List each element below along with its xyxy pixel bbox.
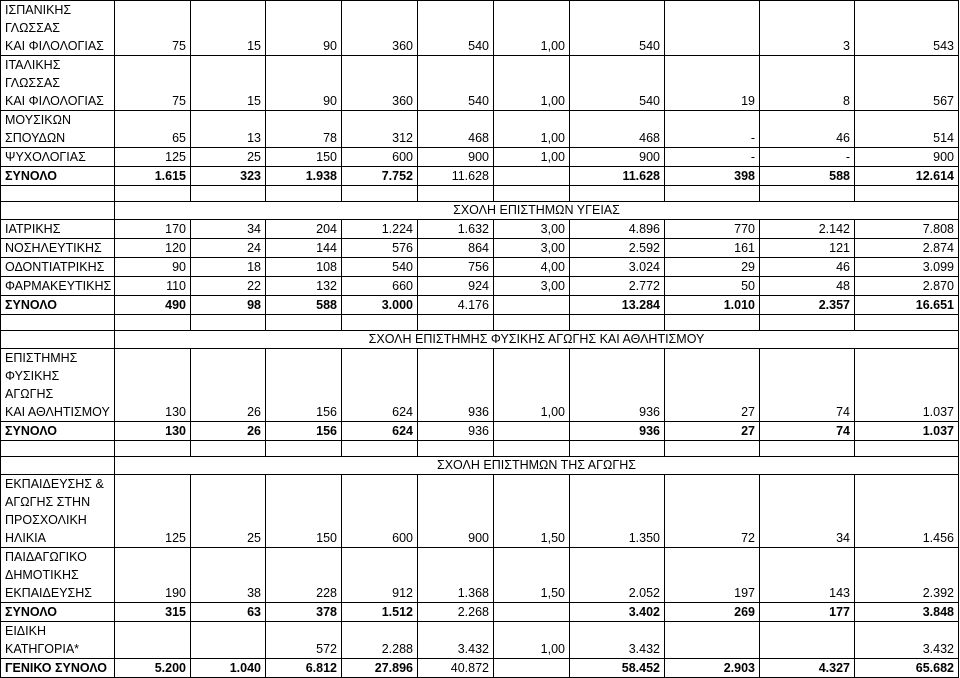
value-cell: 1.040 bbox=[191, 659, 266, 678]
value-cell: 161 bbox=[665, 239, 760, 258]
value-cell: 156 bbox=[266, 422, 342, 441]
empty-cell bbox=[1, 331, 115, 349]
value-cell: 600 bbox=[342, 148, 418, 167]
value-cell: 63 bbox=[191, 603, 266, 622]
value-cell bbox=[494, 603, 570, 622]
value-cell: 900 bbox=[570, 148, 665, 167]
value-cell: 936 bbox=[418, 349, 494, 422]
empty-cell bbox=[342, 441, 418, 457]
value-cell bbox=[494, 167, 570, 186]
value-cell bbox=[760, 622, 855, 659]
value-cell: 398 bbox=[665, 167, 760, 186]
value-cell: 58.452 bbox=[570, 659, 665, 678]
section-header-row bbox=[1, 202, 959, 220]
empty-cell bbox=[342, 186, 418, 202]
empty-cell bbox=[760, 186, 855, 202]
table-row bbox=[1, 56, 959, 111]
value-cell: 11.628 bbox=[418, 167, 494, 186]
value-cell: 864 bbox=[418, 239, 494, 258]
value-cell: 2.870 bbox=[855, 277, 959, 296]
value-cell: 312 bbox=[342, 111, 418, 148]
value-cell: 900 bbox=[855, 148, 959, 167]
value-cell: 2.288 bbox=[342, 622, 418, 659]
value-cell: 1.456 bbox=[855, 475, 959, 548]
empty-cell bbox=[1, 315, 115, 331]
value-cell: 34 bbox=[191, 220, 266, 239]
empty-cell bbox=[570, 441, 665, 457]
empty-cell bbox=[191, 315, 266, 331]
row-label: ΣΥΝΟΛΟ bbox=[1, 603, 115, 622]
spacer-row bbox=[1, 441, 959, 457]
value-cell: 3,00 bbox=[494, 220, 570, 239]
value-cell: 1,00 bbox=[494, 349, 570, 422]
table-row bbox=[1, 111, 959, 148]
value-cell: 3.099 bbox=[855, 258, 959, 277]
value-cell: 34 bbox=[760, 475, 855, 548]
value-cell: 65.682 bbox=[855, 659, 959, 678]
table-row bbox=[1, 277, 959, 296]
value-cell: 2.903 bbox=[665, 659, 760, 678]
value-cell: 3.000 bbox=[342, 296, 418, 315]
value-cell: 514 bbox=[855, 111, 959, 148]
value-cell: - bbox=[665, 111, 760, 148]
value-cell: 130 bbox=[115, 422, 191, 441]
value-cell: 936 bbox=[570, 349, 665, 422]
spacer-row bbox=[1, 315, 959, 331]
value-cell: 624 bbox=[342, 349, 418, 422]
empty-cell bbox=[115, 315, 191, 331]
empty-cell bbox=[494, 315, 570, 331]
value-cell: 3.402 bbox=[570, 603, 665, 622]
total-row bbox=[1, 296, 959, 315]
empty-cell bbox=[115, 186, 191, 202]
value-cell: 46 bbox=[760, 258, 855, 277]
value-cell: 3,00 bbox=[494, 277, 570, 296]
row-label: ΣΥΝΟΛΟ bbox=[1, 167, 115, 186]
value-cell bbox=[665, 1, 760, 56]
value-cell: 1,50 bbox=[494, 475, 570, 548]
value-cell: 13.284 bbox=[570, 296, 665, 315]
empty-cell bbox=[191, 441, 266, 457]
value-cell: 572 bbox=[266, 622, 342, 659]
value-cell bbox=[494, 659, 570, 678]
empty-cell bbox=[1, 457, 115, 475]
value-cell: 204 bbox=[266, 220, 342, 239]
value-cell: 25 bbox=[191, 475, 266, 548]
value-cell: 567 bbox=[855, 56, 959, 111]
value-cell: 24 bbox=[191, 239, 266, 258]
row-label: ΙΤΑΛΙΚΗΣ ΓΛΩΣΣΑΣ ΚΑΙ ΦΙΛΟΛΟΓΙΑΣ bbox=[1, 56, 115, 111]
value-cell: 468 bbox=[418, 111, 494, 148]
value-cell: 1,00 bbox=[494, 111, 570, 148]
row-label: ΕΚΠΑΙΔΕΥΣΗΣ & ΑΓΩΓΗΣ ΣΤΗΝ ΠΡΟΣΧΟΛΙΚΗ ΗΛΙΚΙΑ bbox=[1, 475, 115, 548]
value-cell: 120 bbox=[115, 239, 191, 258]
empty-cell bbox=[1, 441, 115, 457]
value-cell: 4.896 bbox=[570, 220, 665, 239]
value-cell: 48 bbox=[760, 277, 855, 296]
value-cell: 190 bbox=[115, 548, 191, 603]
value-cell: 25 bbox=[191, 148, 266, 167]
value-cell: 360 bbox=[342, 1, 418, 56]
value-cell: 1,00 bbox=[494, 1, 570, 56]
value-cell: 2.772 bbox=[570, 277, 665, 296]
value-cell: 90 bbox=[115, 258, 191, 277]
value-cell: 3.024 bbox=[570, 258, 665, 277]
value-cell: 22 bbox=[191, 277, 266, 296]
value-cell: 121 bbox=[760, 239, 855, 258]
table-body bbox=[1, 1, 959, 678]
empty-cell bbox=[665, 315, 760, 331]
value-cell: 197 bbox=[665, 548, 760, 603]
value-cell: 7.752 bbox=[342, 167, 418, 186]
value-cell: 90 bbox=[266, 1, 342, 56]
value-cell: 540 bbox=[570, 1, 665, 56]
value-cell: 125 bbox=[115, 148, 191, 167]
value-cell: 2.392 bbox=[855, 548, 959, 603]
value-cell: 1,00 bbox=[494, 148, 570, 167]
value-cell: 98 bbox=[191, 296, 266, 315]
value-cell: 50 bbox=[665, 277, 760, 296]
value-cell: - bbox=[665, 148, 760, 167]
value-cell: 3.432 bbox=[418, 622, 494, 659]
table-row bbox=[1, 148, 959, 167]
table-row bbox=[1, 258, 959, 277]
section-header-row bbox=[1, 331, 959, 349]
value-cell: 576 bbox=[342, 239, 418, 258]
value-cell: 540 bbox=[570, 56, 665, 111]
row-label: ΣΥΝΟΛΟ bbox=[1, 422, 115, 441]
value-cell: 912 bbox=[342, 548, 418, 603]
value-cell: 360 bbox=[342, 56, 418, 111]
value-cell: 900 bbox=[418, 148, 494, 167]
empty-cell bbox=[665, 186, 760, 202]
empty-cell bbox=[115, 441, 191, 457]
value-cell: 3,00 bbox=[494, 239, 570, 258]
value-cell: 540 bbox=[418, 56, 494, 111]
table-row bbox=[1, 548, 959, 603]
value-cell: 323 bbox=[191, 167, 266, 186]
value-cell: 660 bbox=[342, 277, 418, 296]
value-cell: 228 bbox=[266, 548, 342, 603]
value-cell: 125 bbox=[115, 475, 191, 548]
value-cell: 1.632 bbox=[418, 220, 494, 239]
row-label: ΓΕΝΙΚΟ ΣΥΝΟΛΟ bbox=[1, 659, 115, 678]
empty-cell bbox=[191, 186, 266, 202]
value-cell: 40.872 bbox=[418, 659, 494, 678]
value-cell: 90 bbox=[266, 56, 342, 111]
value-cell: 15 bbox=[191, 1, 266, 56]
value-cell: 11.628 bbox=[570, 167, 665, 186]
value-cell: 27.896 bbox=[342, 659, 418, 678]
empty-cell bbox=[266, 186, 342, 202]
value-cell: 7.808 bbox=[855, 220, 959, 239]
empty-cell bbox=[1, 202, 115, 220]
empty-cell bbox=[570, 315, 665, 331]
value-cell: 26 bbox=[191, 349, 266, 422]
value-cell: 3.432 bbox=[855, 622, 959, 659]
row-label: ΣΥΝΟΛΟ bbox=[1, 296, 115, 315]
value-cell: 468 bbox=[570, 111, 665, 148]
value-cell: 1.615 bbox=[115, 167, 191, 186]
total-row bbox=[1, 659, 959, 678]
value-cell: 19 bbox=[665, 56, 760, 111]
value-cell: 378 bbox=[266, 603, 342, 622]
value-cell: 756 bbox=[418, 258, 494, 277]
empty-cell bbox=[665, 441, 760, 457]
row-label: ΨΥΧΟΛΟΓΙΑΣ bbox=[1, 148, 115, 167]
value-cell: 78 bbox=[266, 111, 342, 148]
value-cell: 936 bbox=[418, 422, 494, 441]
empty-cell bbox=[494, 186, 570, 202]
value-cell: 46 bbox=[760, 111, 855, 148]
value-cell: 770 bbox=[665, 220, 760, 239]
value-cell: 8 bbox=[760, 56, 855, 111]
value-cell: 543 bbox=[855, 1, 959, 56]
table-row bbox=[1, 220, 959, 239]
empty-cell bbox=[760, 315, 855, 331]
value-cell: 900 bbox=[418, 475, 494, 548]
value-cell: 65 bbox=[115, 111, 191, 148]
value-cell: 540 bbox=[418, 1, 494, 56]
value-cell: 156 bbox=[266, 349, 342, 422]
section-header-row bbox=[1, 457, 959, 475]
value-cell: 269 bbox=[665, 603, 760, 622]
table-row bbox=[1, 475, 959, 548]
value-cell: 110 bbox=[115, 277, 191, 296]
empty-cell bbox=[760, 441, 855, 457]
empty-cell bbox=[494, 441, 570, 457]
value-cell: 2.592 bbox=[570, 239, 665, 258]
value-cell: 18 bbox=[191, 258, 266, 277]
empty-cell bbox=[266, 315, 342, 331]
value-cell: 6.812 bbox=[266, 659, 342, 678]
value-cell: 490 bbox=[115, 296, 191, 315]
value-cell: 29 bbox=[665, 258, 760, 277]
table-row bbox=[1, 1, 959, 56]
value-cell: 38 bbox=[191, 548, 266, 603]
value-cell bbox=[665, 622, 760, 659]
value-cell bbox=[494, 422, 570, 441]
empty-cell bbox=[266, 441, 342, 457]
value-cell: 4.176 bbox=[418, 296, 494, 315]
value-cell: 2.874 bbox=[855, 239, 959, 258]
empty-cell bbox=[418, 315, 494, 331]
value-cell: 75 bbox=[115, 1, 191, 56]
value-cell: 132 bbox=[266, 277, 342, 296]
value-cell: 150 bbox=[266, 475, 342, 548]
empty-cell bbox=[570, 186, 665, 202]
value-cell: 170 bbox=[115, 220, 191, 239]
value-cell: 624 bbox=[342, 422, 418, 441]
row-label: ΙΑΤΡΙΚΗΣ bbox=[1, 220, 115, 239]
value-cell: 1.037 bbox=[855, 422, 959, 441]
value-cell: 1.224 bbox=[342, 220, 418, 239]
value-cell: 2.142 bbox=[760, 220, 855, 239]
value-cell: 150 bbox=[266, 148, 342, 167]
value-cell: 315 bbox=[115, 603, 191, 622]
value-cell: 1.368 bbox=[418, 548, 494, 603]
value-cell bbox=[494, 296, 570, 315]
value-cell: 3.432 bbox=[570, 622, 665, 659]
value-cell: 13 bbox=[191, 111, 266, 148]
value-cell: 3 bbox=[760, 1, 855, 56]
table-row bbox=[1, 239, 959, 258]
value-cell: 1,50 bbox=[494, 548, 570, 603]
row-label: ΕΠΙΣΤΗΜΗΣ ΦΥΣΙΚΗΣ ΑΓΩΓΗΣ ΚΑΙ ΑΘΛΗΤΙΣΜΟΥ bbox=[1, 349, 115, 422]
section-title: ΣΧΟΛΗ ΕΠΙΣΤΗΜΗΣ ΦΥΣΙΚΗΣ ΑΓΩΓΗΣ ΚΑΙ ΑΘΛΗΤΙΣΜΟΥ bbox=[115, 331, 959, 349]
value-cell: 4,00 bbox=[494, 258, 570, 277]
value-cell bbox=[115, 622, 191, 659]
value-cell: 5.200 bbox=[115, 659, 191, 678]
value-cell: 108 bbox=[266, 258, 342, 277]
value-cell bbox=[191, 622, 266, 659]
value-cell: 16.651 bbox=[855, 296, 959, 315]
value-cell: 4.327 bbox=[760, 659, 855, 678]
empty-cell bbox=[1, 186, 115, 202]
value-cell: 144 bbox=[266, 239, 342, 258]
value-cell: 130 bbox=[115, 349, 191, 422]
table-row bbox=[1, 349, 959, 422]
row-label: ΦΑΡΜΑΚΕΥΤΙΚΗΣ bbox=[1, 277, 115, 296]
empty-cell bbox=[855, 186, 959, 202]
row-label: ΟΔΟΝΤΙΑΤΡΙΚΗΣ bbox=[1, 258, 115, 277]
spacer-row bbox=[1, 186, 959, 202]
value-cell: 12.614 bbox=[855, 167, 959, 186]
value-cell: 15 bbox=[191, 56, 266, 111]
value-cell: 143 bbox=[760, 548, 855, 603]
value-cell: 600 bbox=[342, 475, 418, 548]
section-title: ΣΧΟΛΗ ΕΠΙΣΤΗΜΩΝ ΥΓΕΙΑΣ bbox=[115, 202, 959, 220]
row-label: ΙΣΠΑΝΙΚΗΣ ΓΛΩΣΣΑΣ ΚΑΙ ΦΙΛΟΛΟΓΙΑΣ bbox=[1, 1, 115, 56]
value-cell: 26 bbox=[191, 422, 266, 441]
value-cell: 2.052 bbox=[570, 548, 665, 603]
value-cell: 74 bbox=[760, 422, 855, 441]
value-cell: 27 bbox=[665, 422, 760, 441]
value-cell: 1.512 bbox=[342, 603, 418, 622]
empty-cell bbox=[418, 441, 494, 457]
value-cell: 27 bbox=[665, 349, 760, 422]
empty-cell bbox=[418, 186, 494, 202]
value-cell: - bbox=[760, 148, 855, 167]
value-cell: 1.010 bbox=[665, 296, 760, 315]
empty-cell bbox=[855, 441, 959, 457]
value-cell: 72 bbox=[665, 475, 760, 548]
row-label: ΠΑΙΔΑΓΩΓΙΚΟ ΔΗΜΟΤΙΚΗΣ ΕΚΠΑΙΔΕΥΣΗΣ bbox=[1, 548, 115, 603]
section-title: ΣΧΟΛΗ ΕΠΙΣΤΗΜΩΝ ΤΗΣ ΑΓΩΓΗΣ bbox=[115, 457, 959, 475]
total-row bbox=[1, 167, 959, 186]
row-label: ΕΙΔΙΚΗ ΚΑΤΗΓΟΡΙΑ* bbox=[1, 622, 115, 659]
table-row bbox=[1, 622, 959, 659]
value-cell: 2.357 bbox=[760, 296, 855, 315]
value-cell: 3.848 bbox=[855, 603, 959, 622]
empty-cell bbox=[855, 315, 959, 331]
value-cell: 588 bbox=[266, 296, 342, 315]
value-cell: 177 bbox=[760, 603, 855, 622]
empty-cell bbox=[342, 315, 418, 331]
value-cell: 1,00 bbox=[494, 622, 570, 659]
total-row bbox=[1, 422, 959, 441]
value-cell: 1.350 bbox=[570, 475, 665, 548]
value-cell: 924 bbox=[418, 277, 494, 296]
value-cell: 2.268 bbox=[418, 603, 494, 622]
value-cell: 588 bbox=[760, 167, 855, 186]
value-cell: 1,00 bbox=[494, 56, 570, 111]
value-cell: 936 bbox=[570, 422, 665, 441]
value-cell: 75 bbox=[115, 56, 191, 111]
value-cell: 74 bbox=[760, 349, 855, 422]
value-cell: 1.938 bbox=[266, 167, 342, 186]
row-label: ΝΟΣΗΛΕΥΤΙΚΗΣ bbox=[1, 239, 115, 258]
row-label: ΜΟΥΣΙΚΩΝ ΣΠΟΥΔΩΝ bbox=[1, 111, 115, 148]
total-row bbox=[1, 603, 959, 622]
value-cell: 540 bbox=[342, 258, 418, 277]
value-cell: 1.037 bbox=[855, 349, 959, 422]
